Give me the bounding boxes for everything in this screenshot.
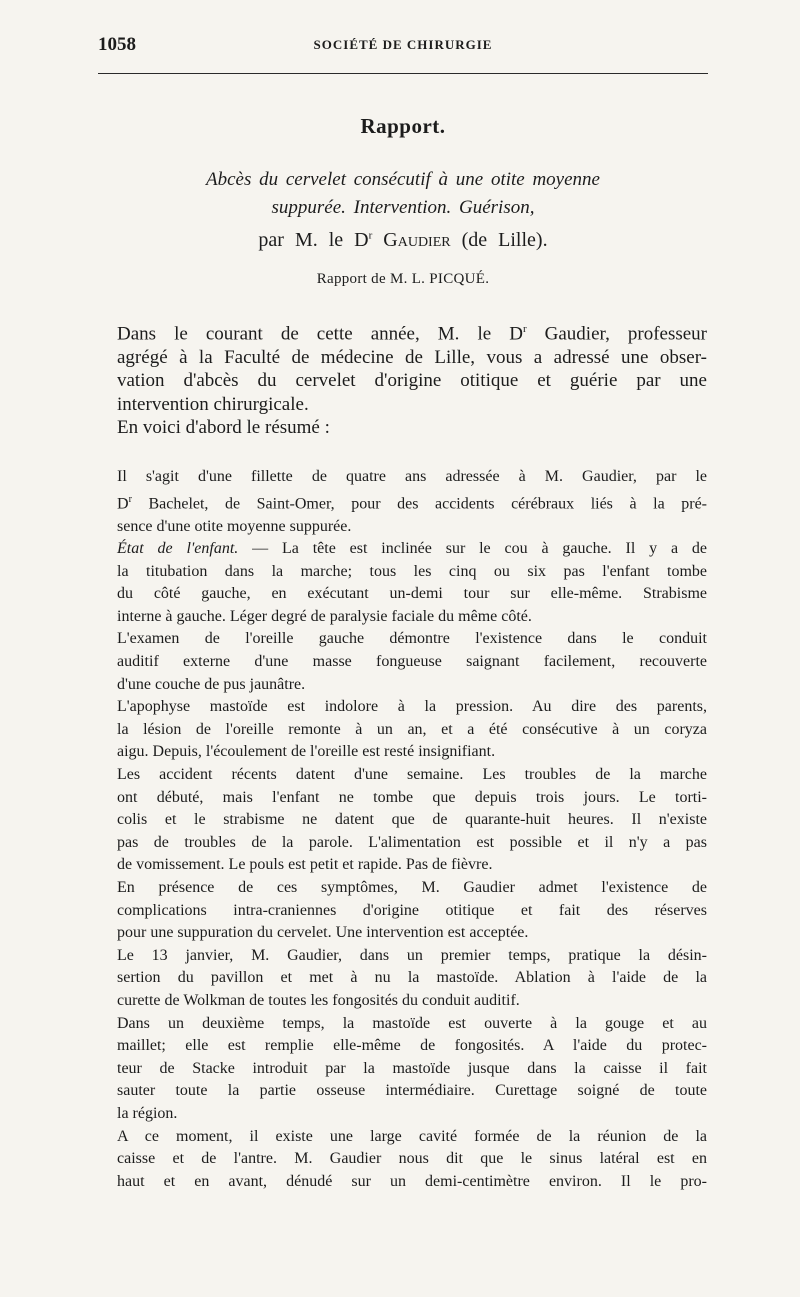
section-heading: Rapport. [360,114,446,138]
text-line [117,489,707,516]
text-line: Le 13 janvier, M. Gaudier, dans un premier temps, pratique la désin- [117,946,707,964]
text-line: curette de Wolkman de toutes les fongosités du conduit auditif. [117,991,520,1009]
author-name: Gaudier [383,229,451,251]
text-line: L'examen de l'oreille gauche démontre l'existence dans le conduit [117,630,707,648]
text-line: d'une couche de pus jaunâtre. [117,675,306,693]
text-line: vation d'abcès du cervelet d'origine otitique et guérie par une [117,370,707,392]
text-line: maillet; elle est remplie elle-même de fongosités. A l'aide du protec- [117,1037,707,1055]
text-line: A ce moment, il existe une large cavité formée de la réunion de la [117,1127,707,1145]
superscript: r [128,493,132,505]
running-head [98,34,708,58]
text-line: de vomissement. Le pouls est petit et rapide. Pas de fièvre. [117,856,493,874]
author-line [98,229,708,252]
author-sup: r [368,229,373,242]
text-line: L'apophyse mastoïde est indolore à la pression. Au dire des parents, [117,698,707,716]
author-prefix: par M. le D [258,229,369,251]
text-line [117,318,707,346]
text-line: sertion du pavillon et met à nu la mastoïde. Ablation à l'aide de la [117,969,707,987]
page-number: 1058 [98,34,136,55]
text-line: caisse et de l'antre. M. Gaudier nous dit que le sinus latéral est en [117,1150,707,1168]
text-line: Les accident récents datent d'une semaine. Les troubles de la marche [117,766,707,784]
text-line: Dans un deuxième temps, la mastoïde est ouverte à la gouge et au [117,1014,707,1032]
superscript: r [522,323,527,335]
reporter-line: Rapport de M. L. PICQUÉ. [316,271,490,287]
header-rule [98,73,708,74]
text-fragment: D [117,494,129,512]
text-line: sauter toute la partie osseuse intermédiaire. Curettage soigné de toute [117,1082,707,1100]
subtitle-line: suppurée. Intervention. Guérison, [271,197,535,218]
running-title: SOCIÉTÉ DE CHIRURGIE [313,37,493,52]
text-line: sence d'une otite moyenne suppurée. [117,517,352,535]
report-subtitle [98,166,708,222]
text-line [117,538,707,561]
text-line: Il s'agit d'une fillette de quatre ans adressée à M. Gaudier, par le [117,468,707,485]
text-line: En présence de ces symptômes, M. Gaudier admet l'existence de [117,879,707,897]
intro-text [117,318,707,440]
text-line: haut et en avant, dénudé sur un demi-centimètre environ. Il le pro- [117,1172,707,1190]
text-line: la lésion de l'oreille remonte à un an, et a été consécutive à un coryza [117,720,707,738]
text-line: agrégé à la Faculté de médecine de Lille, vous a adressé une obser- [117,346,707,368]
text-line: En voici d'abord le résumé : [117,417,330,439]
text-line: colis et le strabisme ne datent que de quarante-huit heures. Il n'existe [117,811,707,829]
subtitle-line: Abcès du cervelet consécutif à une otite moyenne [206,169,600,190]
text-line: pour une suppuration du cervelet. Une intervention est acceptée. [117,924,529,942]
text-line: auditif externe d'une masse fongueuse saignant facilement, recouverte [117,653,707,671]
text-line: teur de Stacke introduit par la mastoïde jusque dans la caisse il fait [117,1059,707,1077]
text-line: intervention chirurgicale. [117,393,309,415]
text-line: pas de troubles de la parole. L'alimentation est possible et il n'y a pas [117,833,707,851]
text-line: ont débuté, mais l'enfant ne tombe que depuis trois jours. Le torti- [117,788,707,806]
text-line: la titubation dans la marche; tous les cinq ou six pas l'enfant tombe [117,562,707,580]
italic-label: État de l'enfant. [117,540,239,558]
author-suffix: (de Lille). [461,229,548,251]
text-line: la région. [117,1104,178,1122]
text-fragment: Bachelet, de Saint-Omer, pour des accidents cérébraux liés à la pré- [131,494,707,512]
text-line: du côté gauche, en exécutant un-demi tour sur elle-même. Strabisme [117,585,707,603]
text-fragment: Gaudier, professeur [526,323,707,345]
text-line: interne à gauche. Léger degré de paralysie faciale du même côté. [117,607,532,625]
text-line: complications intra-craniennes d'origine otitique et fait des réserves [117,901,707,919]
body-text [117,466,707,1193]
text-line: aigu. Depuis, l'écoulement de l'oreille est resté insignifiant. [117,743,496,761]
text-fragment: Dans le courant de cette année, M. le D [117,323,523,345]
text-fragment: — La tête est inclinée sur le cou à gauche. Il y a de [238,540,708,558]
